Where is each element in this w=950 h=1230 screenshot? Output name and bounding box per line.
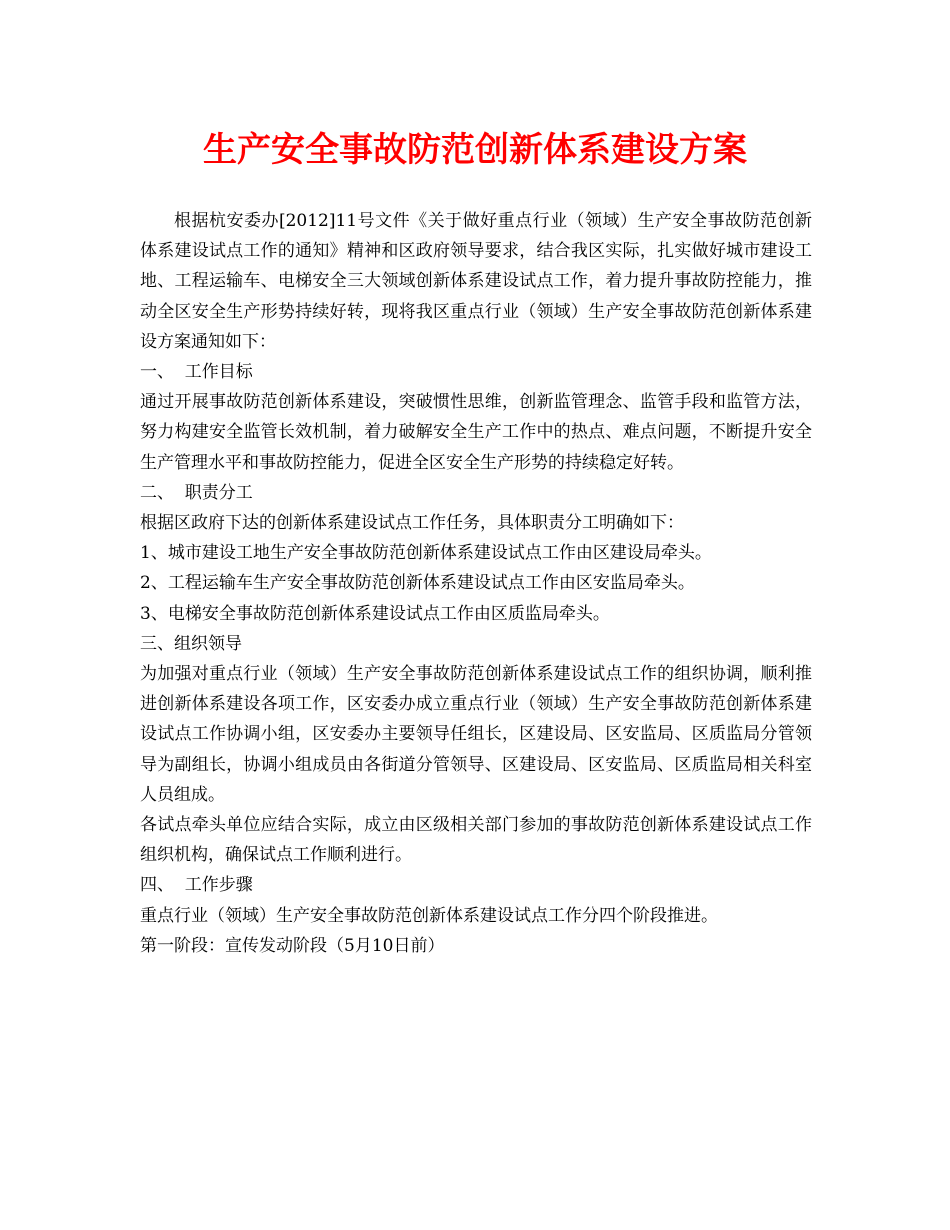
responsibility-item-1: 1、城市建设工地生产安全事故防范创新体系建设试点工作由区建设局牵头。 xyxy=(140,543,712,564)
document-title: 生产安全事故防范创新体系建设方案 xyxy=(203,130,747,170)
leadership-paragraph-2: 各试点牵头单位应结合实际，成立由区级相关部门参加的事故防范创新体系建设试点工作组织机构，确保试点工作顺利进行。 xyxy=(140,815,812,866)
responsibility-item-3: 3、电梯安全事故防范创新体系建设试点工作由区质监局牵头。 xyxy=(140,603,610,624)
responsibilities-intro: 根据区政府下达的创新体系建设试点工作任务，具体职责分工明确如下： xyxy=(140,513,684,534)
steps-intro: 重点行业（领域）生产安全事故防范创新体系建设试点工作分四个阶段推进。 xyxy=(140,905,718,926)
section-heading-steps: 四、 工作步骤 xyxy=(140,875,253,896)
section-heading-responsibilities: 二、 职责分工 xyxy=(140,482,253,503)
responsibility-item-2: 2、工程运输车生产安全事故防范创新体系建设试点工作由区安监局牵头。 xyxy=(140,573,695,594)
document-body xyxy=(140,206,812,961)
steps-phase-1: 第一阶段：宣传发动阶段（5月10日前） xyxy=(140,935,445,956)
leadership-paragraph: 为加强对重点行业（领域）生产安全事故防范创新体系建设试点工作的组织协调，顺利推进创新体系建设各项工作，区安委办成立重点行业（领域）生产安全事故防范创新体系建设试点工作协调小组，区安委办主要领导任组长，区建设局、区安监局、区质监局分管领导为副组长，协调小组成员由各街道分管领导、区建设局、区安监局、区质监局相关科室人员组成。 xyxy=(140,664,812,805)
section-heading-leadership: 三、组织领导 xyxy=(140,633,242,654)
section-heading-goals: 一、 工作目标 xyxy=(140,362,253,383)
intro-paragraph: 根据杭安委办[2012]11号文件《关于做好重点行业（领域）生产安全事故防范创新体系建设试点工作的通知》精神和区政府领导要求，结合我区实际，扎实做好城市建设工地、工程运输车、电梯安全三大领域创新体系建设试点工作，着力提升事故防控能力，推动全区安全生产形势持续好转，现将我区重点行业（领域）生产安全事故防范创新体系建设方案通知如下： xyxy=(140,211,812,352)
goals-paragraph: 通过开展事故防范创新体系建设，突破惯性思维，创新监管理念、监管手段和监管方法，努力构建安全监管长效机制，着力破解安全生产工作中的热点、难点问题，不断提升安全生产管理水平和事故防控能力，促进全区安全生产形势的持续稳定好转。 xyxy=(140,392,812,473)
